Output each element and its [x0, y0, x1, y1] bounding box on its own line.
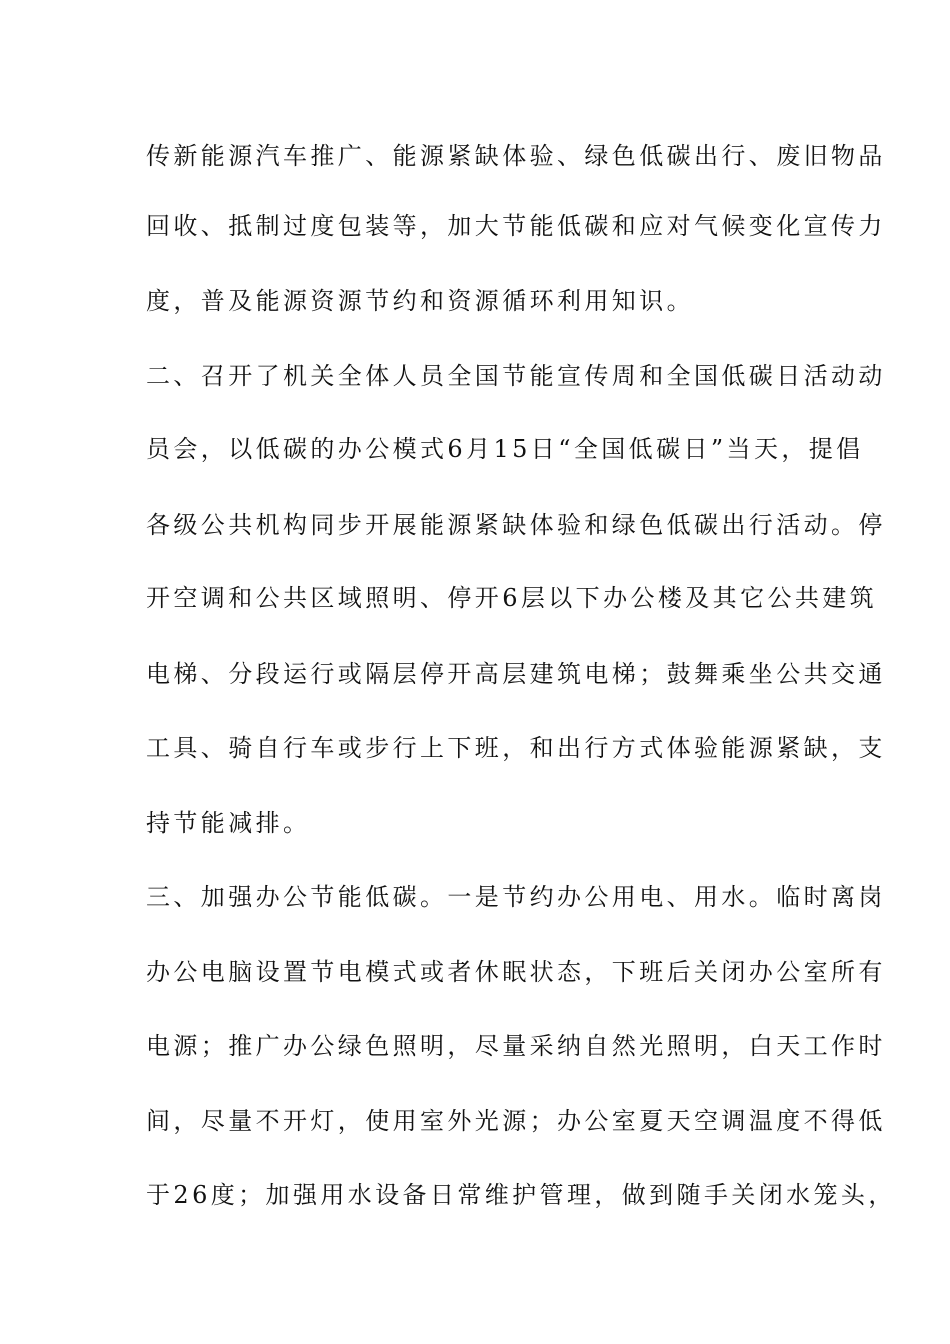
text-line: 员会，以低碳的办公模式6月15日“全国低碳日”当天，提倡	[146, 435, 864, 463]
text-line: 电梯、分段运行或隔层停开高层建筑电梯；鼓舞乘坐公共交通	[146, 660, 886, 688]
text-line: 二、召开了机关全体人员全国节能宣传周和全国低碳日活动动	[146, 362, 886, 390]
text-line: 办公电脑设置节电模式或者休眠状态，下班后关闭办公室所有	[146, 958, 886, 986]
text-line: 工具、骑自行车或步行上下班，和出行方式体验能源紧缺，支	[146, 734, 886, 762]
text-line: 传新能源汽车推广、能源紧缺体验、绿色低碳出行、废旧物品	[146, 142, 886, 170]
text-line: 各级公共机构同步开展能源紧缺体验和绿色低碳出行活动。停	[146, 511, 886, 539]
text-line: 度，普及能源资源节约和资源循环利用知识。	[146, 287, 694, 315]
text-line: 电源；推广办公绿色照明，尽量采纳自然光照明，白天工作时	[146, 1032, 886, 1060]
text-line: 间，尽量不开灯，使用室外光源；办公室夏天空调温度不得低	[146, 1107, 886, 1135]
text-line: 持节能减排。	[146, 809, 311, 837]
text-line: 回收、抵制过度包装等，加大节能低碳和应对气候变化宣传力	[146, 212, 886, 240]
text-line: 于26度；加强用水设备日常维护管理，做到随手关闭水笼头，	[146, 1181, 896, 1209]
text-line: 开空调和公共区域照明、停开6层以下办公楼及其它公共建筑	[146, 584, 878, 612]
text-line: 三、加强办公节能低碳。一是节约办公用电、用水。临时离岗	[146, 883, 886, 911]
